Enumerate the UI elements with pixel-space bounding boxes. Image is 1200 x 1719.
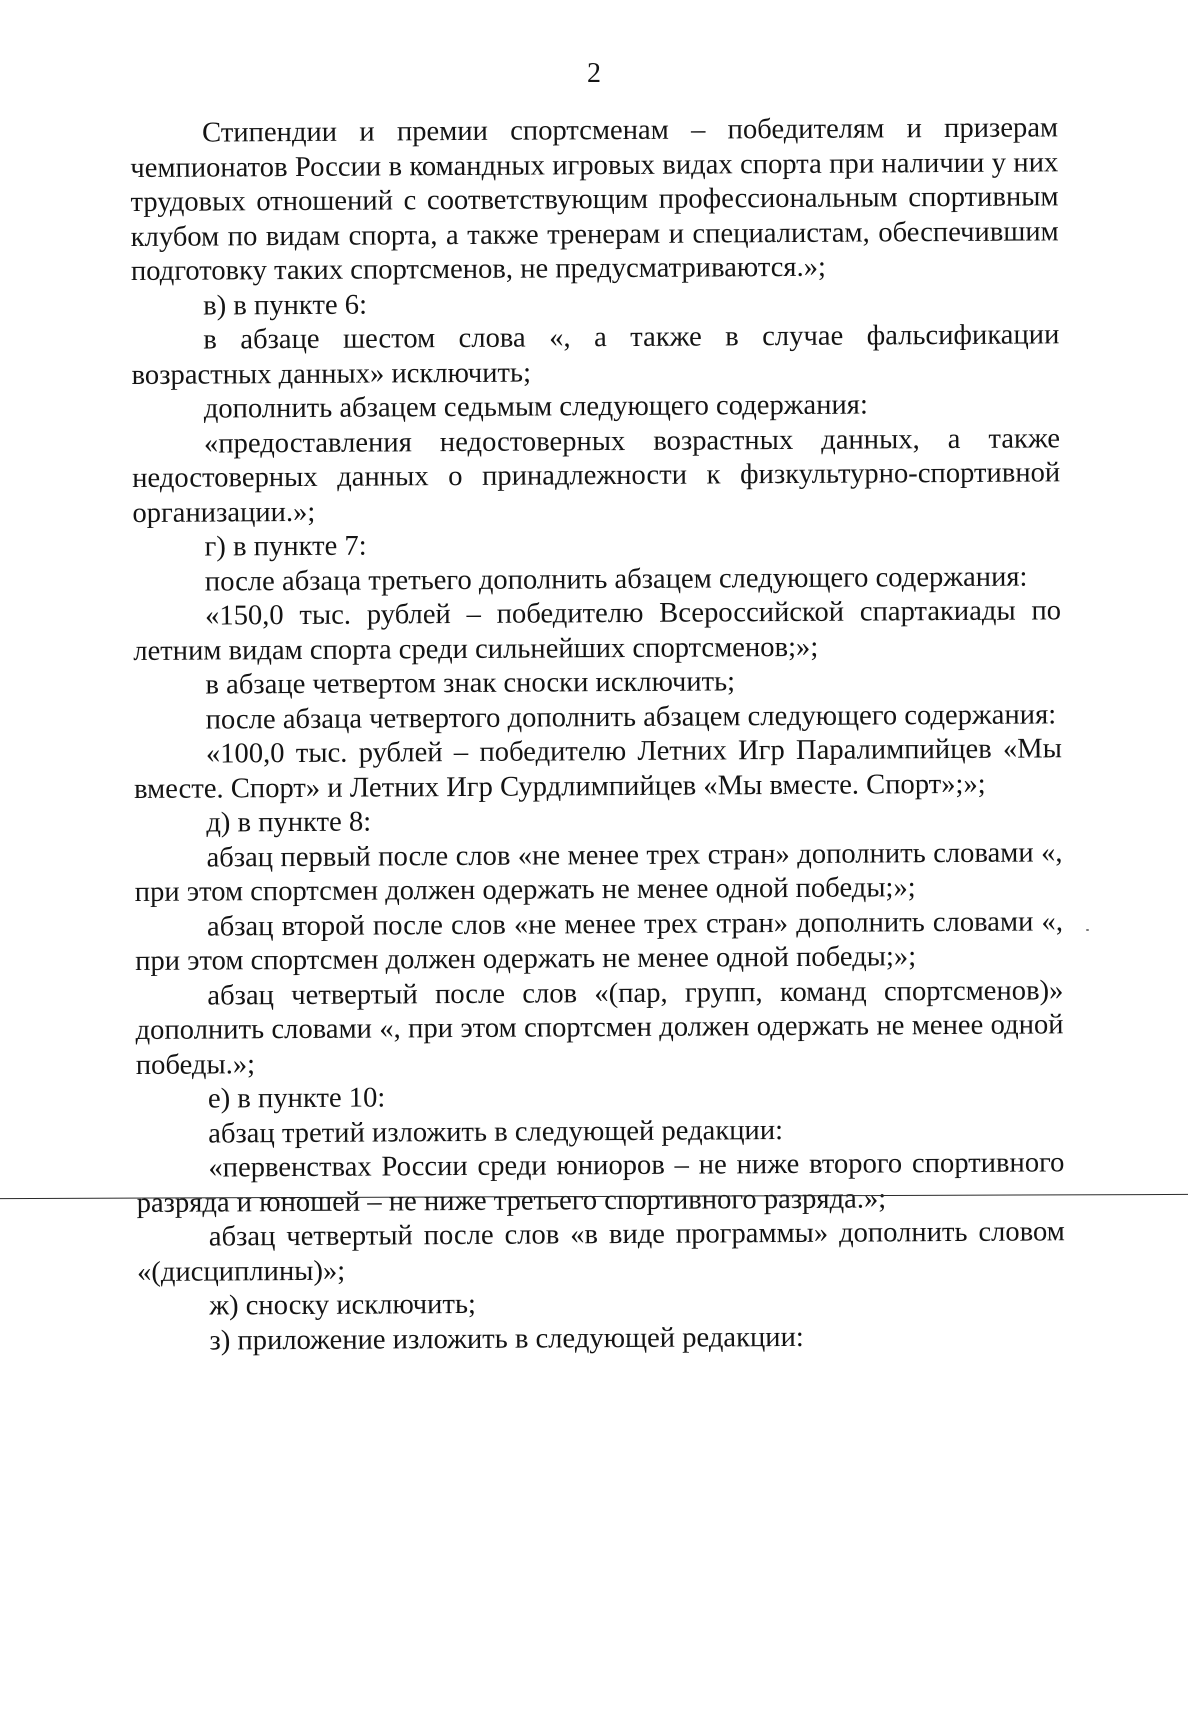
paragraph-17: абзац третий изложить в следующей редакции: [208, 1114, 784, 1150]
paragraph-15: абзац четвертый после слов «(пар, групп, команд спортсменов)» дополнить словами «, при этом спортсмен должен одержать не менее одной победы.»; [135, 974, 1064, 1081]
paragraph-9: в абзаце четвертом знак сноски исключить; [205, 666, 736, 701]
paragraph-19: абзац четвертый после слов «в виде программы» дополнить словом «(дисциплины)»; [136, 1216, 1065, 1288]
paragraph-3: в абзаце шестом слова «, а также в случае фальсификации возрастных данных» исключить; [131, 319, 1060, 391]
paragraph-14: абзац второй после слов «не менее трех стран» дополнить словами «, при этом спортсмен должен одержать не менее одной победы;»; [135, 905, 1064, 977]
paragraph-5: «предоставления недостоверных возрастных данных, а также недостоверных данных о принадлежности к физкультурно-спортивной организации.»; [132, 422, 1061, 529]
paragraph-1: Стипендии и премии спортсменам – победителям и призерам чемпионатов России в командных игровых видах спорта при наличии у них трудовых отношений с соответствующим профессиональным спортивным клубом по видам спорта, а также тренерам и специалистам, обеспечившим подготовку таких спортсменов, не предусматриваются.»; [130, 112, 1059, 287]
paragraph-16: е) в пункте 10: [207, 1082, 386, 1115]
paragraph-18: «первенствах России среди юниоров – не ниже второго спортивного разряда и юношей – не ниже третьего спортивного разряда.»; [136, 1147, 1065, 1219]
paragraph-11: «100,0 тыс. рублей – победителю Летних Игр Паралимпийцев «Мы вместе. Спорт» и Летних Игр Сурдлимпийцев «Мы вместе. Спорт»;»; [134, 733, 1062, 805]
document-body [130, 111, 1066, 1359]
paragraph-13: абзац первый после слов «не менее трех стран» дополнить словами «, при этом спортсмен должен одержать не менее одной победы;»; [134, 836, 1063, 908]
paragraph-4: дополнить абзацем седьмым следующего содержания: [203, 389, 868, 425]
paragraph-8: «150,0 тыс. рублей – победителю Всероссийской спартакиады по летним видам спорта среди сильнейших спортсменов;»; [133, 595, 1062, 667]
paragraph-2: в) в пункте 6: [203, 289, 368, 322]
paragraph-7: после абзаца третьего дополнить абзацем следующего содержания: [204, 561, 1028, 598]
paragraph-12: д) в пункте 8: [206, 806, 372, 839]
scan-speck [1086, 929, 1089, 931]
page-number: 2 [587, 58, 601, 89]
paragraph-21: з) приложение изложить в следующей редакции: [209, 1321, 804, 1357]
paragraph-6: г) в пункте 7: [204, 530, 367, 563]
paragraph-20: ж) сноску исключить; [209, 1288, 477, 1322]
paragraph-10: после абзаца четвертого дополнить абзацем следующего содержания: [205, 698, 1057, 736]
